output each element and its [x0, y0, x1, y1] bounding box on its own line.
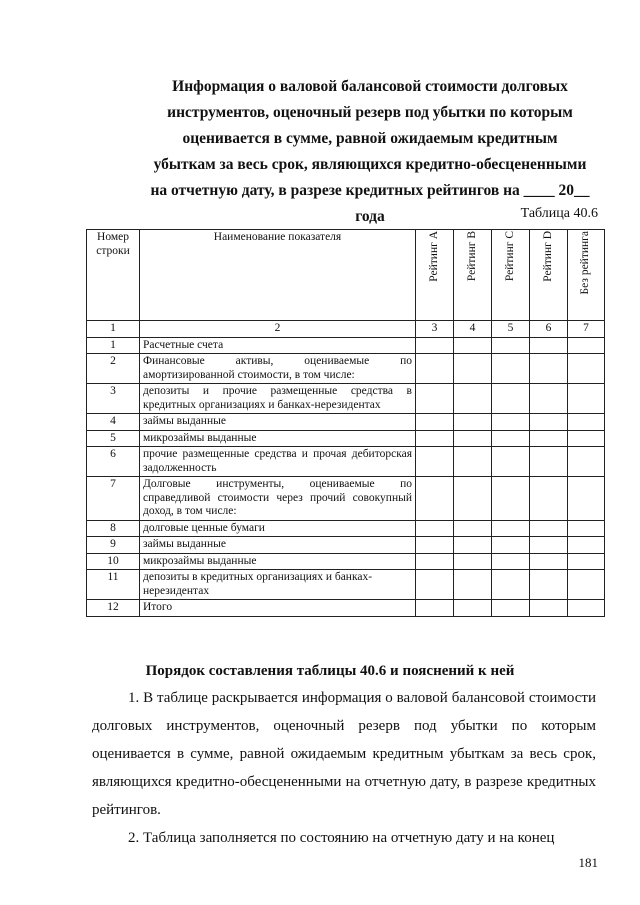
row-name: депозиты в кредитных организациях и банках-нерезидентах [140, 570, 416, 600]
row-name: депозиты и прочие размещенные средства в кредитных организациях и банках-нерезидентах [140, 384, 416, 414]
paragraph-1: 1. В таблице раскрывается информация о валовой балансовой стоимости долговых инструментов, оценочный резерв под убытки по которым оценивается в сумме, равной ожидаемым кредитным убыткам за весь срок, являющихся кредитно-обесцененными на отчетную дату, в разрезе кредитных рейтингов. [92, 690, 596, 818]
header-rating-a: Рейтинг А [416, 230, 454, 321]
row-number: 5 [87, 430, 140, 447]
row-name: займы выданные [140, 414, 416, 431]
table-row [87, 354, 605, 384]
header-rating-c: Рейтинг С [492, 230, 530, 321]
row-number: 8 [87, 520, 140, 537]
row-name: Долговые инструменты, оцениваемые по справедливой стоимости через прочий совокупный доход, в том числе: [140, 477, 416, 521]
document-title: Информация о валовой балансовой стоимости долговых инструментов, оценочный резерв под убытки по которым оценивается в сумме, равной ожидаемым кредитным убыткам за весь срок, являющихся кредитно-обесцененными на отчетную дату, в разрезе кредитных рейтингов на ____ 20__ года [150, 78, 590, 225]
row-name: Расчетные счета [140, 337, 416, 354]
row-name: займы выданные [140, 537, 416, 554]
table-row [87, 520, 605, 537]
page-number: 181 [578, 855, 598, 870]
paragraph-2: 2. Таблица заполняется по состоянию на отчетную дату и на конец [128, 830, 555, 846]
header-rating-b: Рейтинг В [454, 230, 492, 321]
row-number: 11 [87, 570, 140, 600]
row-name: Финансовые активы, оцениваемые по амортизированной стоимости, в том числе: [140, 354, 416, 384]
table-row [87, 337, 605, 354]
row-number: 12 [87, 600, 140, 617]
col-number: 7 [568, 321, 605, 338]
header-indicator-name: Наименование показателя [140, 230, 416, 321]
table-row [87, 600, 605, 617]
table-row [87, 477, 605, 521]
row-number: 3 [87, 384, 140, 414]
table-header-row [87, 230, 605, 321]
table-row [87, 537, 605, 554]
row-name: микрозаймы выданные [140, 553, 416, 570]
col-number: 3 [416, 321, 454, 338]
row-number: 9 [87, 537, 140, 554]
col-number: 4 [454, 321, 492, 338]
col-number: 5 [492, 321, 530, 338]
row-number: 1 [87, 337, 140, 354]
col-number: 6 [530, 321, 568, 338]
header-rating-d: Рейтинг D [530, 230, 568, 321]
header-no-rating: Без рейтинга [568, 230, 605, 321]
row-name: прочие размещенные средства и прочая дебиторская задолженность [140, 447, 416, 477]
column-number-row [87, 321, 605, 338]
row-name: Итого [140, 600, 416, 617]
row-number: 10 [87, 553, 140, 570]
header-row-number: Номер строки [87, 230, 140, 321]
table-row [87, 430, 605, 447]
table-row [87, 553, 605, 570]
table-row [87, 447, 605, 477]
row-number: 2 [87, 354, 140, 384]
row-number: 7 [87, 477, 140, 521]
table-row [87, 384, 605, 414]
table-number: Таблица 40.6 [520, 206, 598, 221]
row-number: 4 [87, 414, 140, 431]
row-number: 6 [87, 447, 140, 477]
ratings-table [86, 229, 605, 617]
row-name: долговые ценные бумаги [140, 520, 416, 537]
table-row [87, 570, 605, 600]
table-row [87, 414, 605, 431]
section-title: Порядок составления таблицы 40.6 и пояснений к ней [145, 663, 515, 679]
col-number: 2 [140, 321, 416, 338]
col-number: 1 [87, 321, 140, 338]
row-name: микрозаймы выданные [140, 430, 416, 447]
